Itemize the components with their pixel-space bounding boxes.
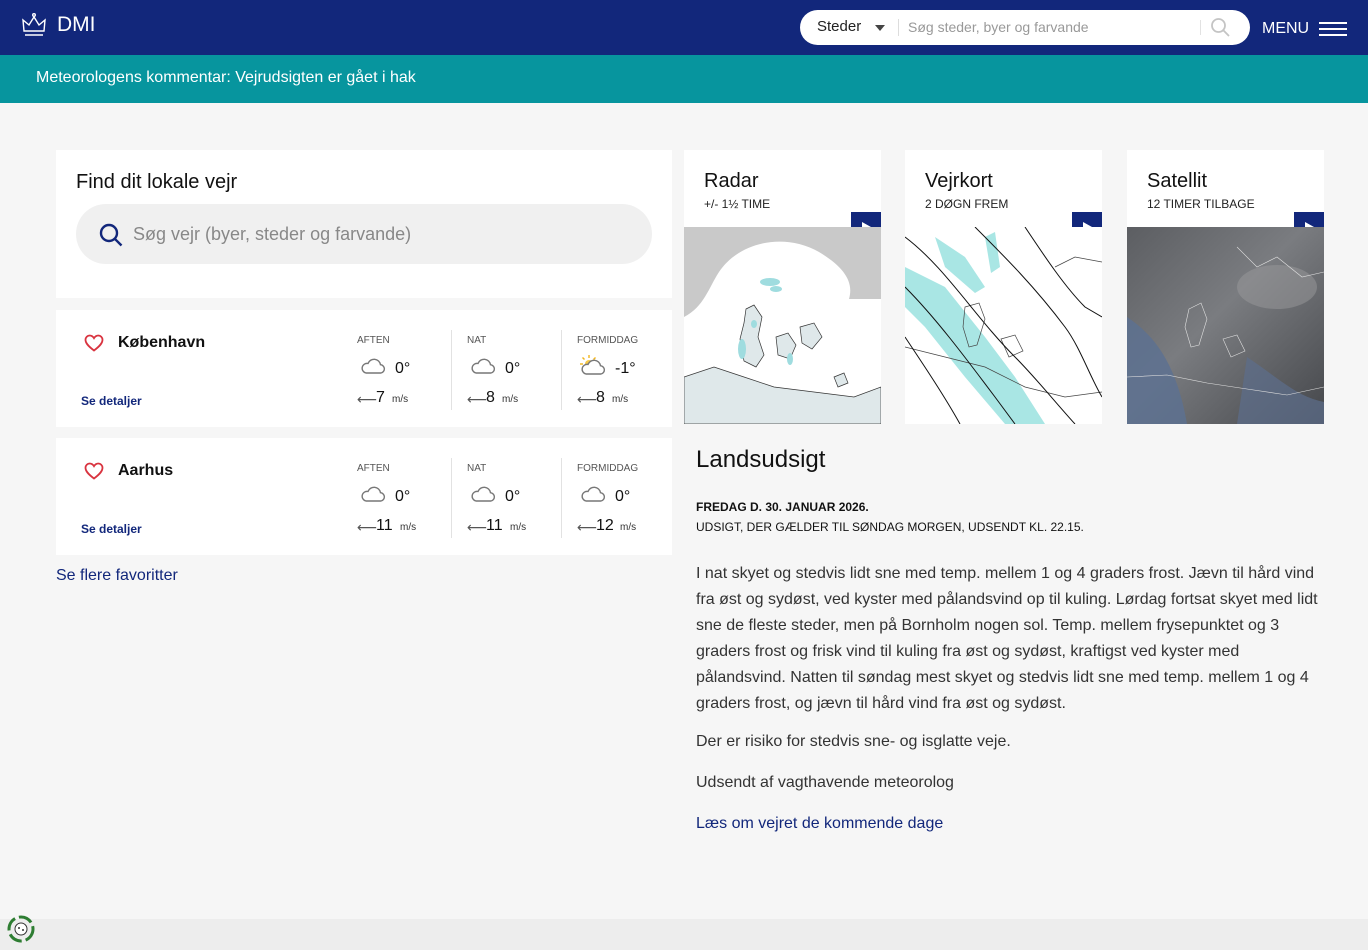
- period-label: NAT: [467, 463, 487, 474]
- wind-arrow-icon: ⟵: [577, 391, 598, 407]
- wind-speed: 11: [376, 517, 393, 534]
- search-icon: [98, 222, 124, 248]
- satellite-map-image: [1127, 227, 1324, 424]
- wind-arrow-icon: ⟵: [357, 391, 378, 407]
- hamburger-icon: [1319, 18, 1347, 40]
- cloud-icon: [469, 482, 497, 506]
- wind-arrow-icon: ⟵: [467, 391, 488, 407]
- see-details-link[interactable]: Se detaljer: [81, 522, 142, 536]
- heart-icon[interactable]: [84, 462, 104, 480]
- wind-speed: 8: [596, 389, 605, 406]
- wind-arrow-icon: ⟵: [577, 519, 598, 535]
- meteorologist-comment-banner: [0, 55, 1368, 103]
- forecast-sender: Udsendt af vagthavende meteorolog: [696, 774, 954, 791]
- wind-speed: 7: [376, 389, 385, 406]
- heart-icon[interactable]: [84, 334, 104, 352]
- temperature: 0°: [505, 488, 521, 505]
- forecast-body: I nat skyet og stedvis lidt sne med temp. mellem 1 og 4 graders frost. Jævn til hård vind fra øst og sydøst, ved kyster med pålandsvind op til kuling. Lørdag fortsat skyet med lidt sne de fleste steder, men på Bornholm nogen sol. Temp. mellem frysepunktet og 3 graders frost og frisk vind til kuling fra øst og sydøst, kraftigst ved kyster med pålandsvind. Natten til søndag mest skyet og stedvis lidt sne med temp. mellem 1 og 4 graders frost, og jævn til hård vind fra øst og sydøst.: [696, 565, 1318, 712]
- city-name: Aarhus: [118, 462, 174, 479]
- period-label: FORMIDDAG: [577, 463, 639, 474]
- cloud-icon: [579, 482, 607, 506]
- divider: [1200, 20, 1201, 35]
- period-label: AFTEN: [357, 335, 390, 346]
- temperature: 0°: [395, 488, 411, 505]
- find-title: Find dit lokale vejr: [76, 171, 238, 193]
- more-favorites-link[interactable]: Se flere favoritter: [56, 567, 178, 584]
- search-icon[interactable]: [1210, 17, 1231, 38]
- weather-map-image: [905, 227, 1102, 424]
- period-label: FORMIDDAG: [577, 335, 639, 346]
- divider: [561, 458, 562, 538]
- wind-unit: m/s: [502, 394, 519, 405]
- divider: [451, 458, 452, 538]
- search-placeholder: Søg vejr (byer, steder og farvande): [133, 224, 412, 244]
- radar-map-image: [684, 227, 881, 424]
- city-card-aarhus: [56, 438, 672, 555]
- read-more-link[interactable]: Læs om vejret de kommende dage: [696, 815, 944, 832]
- cloud-icon: [359, 354, 387, 378]
- cloud-icon: [469, 354, 497, 378]
- forecast-risk: Der er risiko for stedvis sne- og isglatte veje.: [696, 733, 1011, 750]
- logo-text: DMI: [57, 13, 96, 36]
- wind-speed: 12: [596, 517, 614, 534]
- header-search: [800, 10, 1250, 45]
- forecast-period: [577, 330, 687, 410]
- satellite-tile[interactable]: [1127, 150, 1324, 424]
- national-forecast: [696, 444, 1326, 833]
- temperature: -1°: [615, 360, 636, 377]
- temperature: 0°: [615, 488, 631, 505]
- wind-arrow-icon: ⟵: [467, 519, 488, 535]
- radar-tile[interactable]: [684, 150, 881, 424]
- weather-map-tile[interactable]: [905, 150, 1102, 424]
- tile-title: Radar: [704, 170, 759, 192]
- cookie-consent-icon[interactable]: [6, 914, 36, 944]
- wind-speed: 8: [486, 389, 495, 406]
- wind-arrow-icon: ⟵: [357, 519, 378, 535]
- tile-subtitle: +/- 1½ TIME: [704, 197, 771, 211]
- dmi-logo[interactable]: [20, 11, 96, 39]
- wind-unit: m/s: [510, 522, 527, 533]
- see-details-link[interactable]: Se detaljer: [81, 394, 142, 408]
- forecast-period: [577, 458, 687, 538]
- forecast-title: Landsudsigt: [696, 446, 826, 473]
- forecast-date: FREDAG D. 30. JANUAR 2026.: [696, 500, 869, 514]
- local-weather-search-input[interactable]: [76, 204, 652, 264]
- wind-unit: m/s: [612, 394, 629, 405]
- meteorologist-comment-link[interactable]: Meteorologens kommentar: Vejrudsigten er gået i hak: [36, 69, 416, 86]
- divider: [561, 330, 562, 410]
- divider: [451, 330, 452, 410]
- period-label: NAT: [467, 335, 487, 346]
- divider: [898, 19, 899, 36]
- city-name: København: [118, 334, 206, 351]
- crown-icon: [20, 11, 48, 39]
- temperature: 0°: [505, 360, 521, 377]
- city-card-kobenhavn: [56, 310, 672, 427]
- temperature: 0°: [395, 360, 411, 377]
- cloud-icon: [359, 482, 387, 506]
- header-search-input[interactable]: Søg steder, byer og farvande: [908, 19, 1089, 35]
- wind-unit: m/s: [392, 394, 409, 405]
- wind-unit: m/s: [400, 522, 417, 533]
- wind-unit: m/s: [620, 522, 637, 533]
- menu-button[interactable]: [1262, 18, 1347, 40]
- menu-label: MENU: [1262, 20, 1310, 37]
- sun-cloud-icon: [579, 354, 607, 378]
- wind-speed: 11: [486, 517, 503, 534]
- search-scope-select[interactable]: Steder: [817, 18, 862, 35]
- caret-down-icon[interactable]: [875, 25, 885, 31]
- tile-title: Vejrkort: [925, 170, 993, 192]
- footer: [0, 919, 1368, 950]
- tile-subtitle: 2 DØGN FREM: [925, 197, 1009, 211]
- tile-subtitle: 12 TIMER TILBAGE: [1147, 197, 1255, 211]
- tile-title: Satellit: [1147, 170, 1208, 192]
- period-label: AFTEN: [357, 463, 390, 474]
- find-local-weather-card: [56, 150, 672, 298]
- forecast-issued: UDSIGT, DER GÆLDER TIL SØNDAG MORGEN, UDSENDT KL. 22.15.: [696, 520, 1084, 534]
- top-navigation-bar: [0, 0, 1368, 55]
